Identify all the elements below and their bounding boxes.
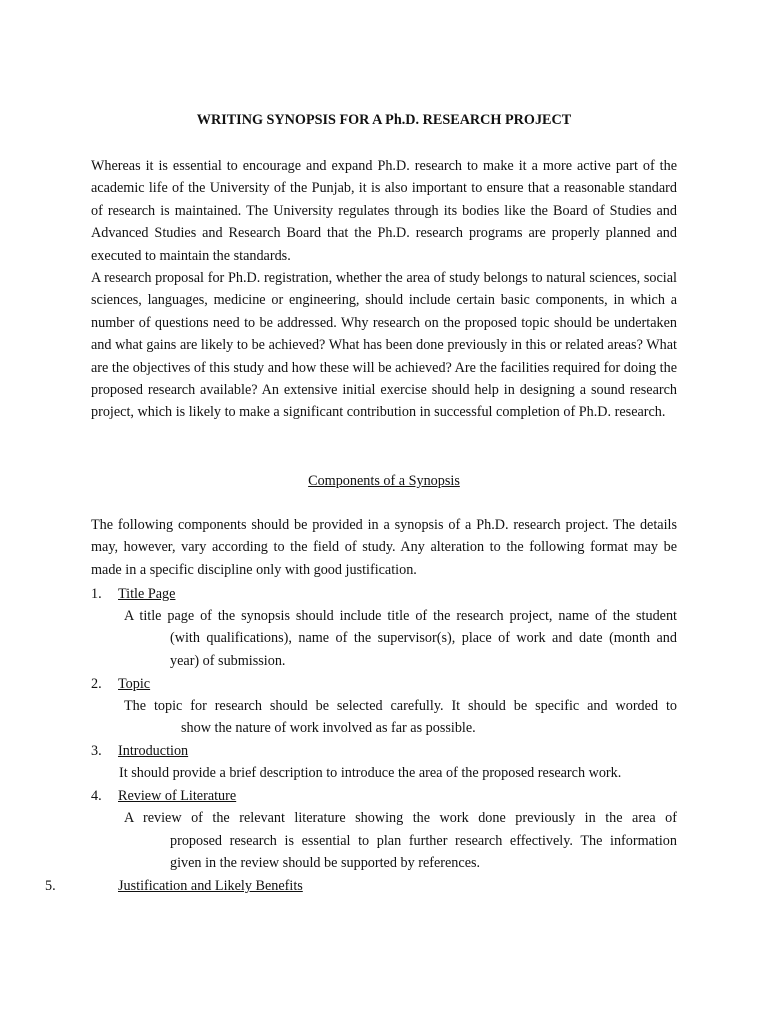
list-item-body-line: show the nature of work involved as far as possible. (181, 720, 476, 736)
list-item-number: 5. (45, 878, 56, 894)
list-item-heading-introduction: Introduction (118, 743, 189, 759)
list-item-body-line: A title page of the synopsis should include title of the research project, name of the student (124, 608, 677, 624)
list-item-body-line: The topic for research should be selected carefully. It should be specific and worded to (124, 698, 677, 714)
paragraph-components-intro: The following components should be provided in a synopsis of a Ph.D. research project. The details may, however, vary according to the field of study. Any alteration to the following format may be made in a specific discipline only with good justification. (91, 517, 677, 578)
list-item-body-line: A review of the relevant literature showing the work done previously in the area of (124, 810, 677, 826)
list-item-number: 3. (91, 743, 102, 759)
list-item-heading-title-page: Title Page (118, 586, 176, 602)
list-item-body-line: It should provide a brief description to introduce the area of the proposed research work. (119, 765, 622, 781)
list-item-heading-justification: Justification and Likely Benefits (118, 878, 303, 894)
list-item-body-line: given in the review should be supported by references. (170, 855, 481, 871)
list-item-body-line: year) of submission. (170, 653, 286, 669)
paragraph-intro: Whereas it is essential to encourage and expand Ph.D. research to make it a more active part of the academic life of the University of the Punjab, it is also important to ensure that a reasonable standard of research is maintained. The University regulates through its bodies like the Board of Studies and Advanced Studies and Research Board that the Ph.D. research programs are properly planned and executed to maintain the standards. (91, 158, 677, 264)
list-item-number: 4. (91, 788, 102, 804)
list-item-body-line: (with qualifications), name of the supervisor(s), place of work and date (month and (170, 630, 677, 646)
paragraph-research-proposal: A research proposal for Ph.D. registration, whether the area of study belongs to natural sciences, social sciences, languages, medicine or engineering, should include certain basic components, in which a number of questions need to be addressed. Why research on the proposed topic should be undertaken and what gains are likely to be achieved? What has been done previously in this or related areas? What are the objectives of this study and how these will be achieved? Are the facilities required for doing the proposed research available? An extensive initial exercise should help in designing a sound research project, which is likely to make a significant contribution in successful completion of Ph.D. research. (91, 270, 677, 421)
list-item-body-line: proposed research is essential to plan further research effectively. The information (170, 833, 677, 849)
list-item-heading-topic: Topic (118, 676, 151, 692)
list-item-number: 1. (91, 586, 102, 602)
section-heading: Components of a Synopsis (308, 473, 460, 489)
document-title: WRITING SYNOPSIS FOR A Ph.D. RESEARCH PROJECT (196, 112, 572, 128)
list-item-heading-review-of-literature: Review of Literature (118, 788, 237, 804)
list-item-number: 2. (91, 676, 102, 692)
